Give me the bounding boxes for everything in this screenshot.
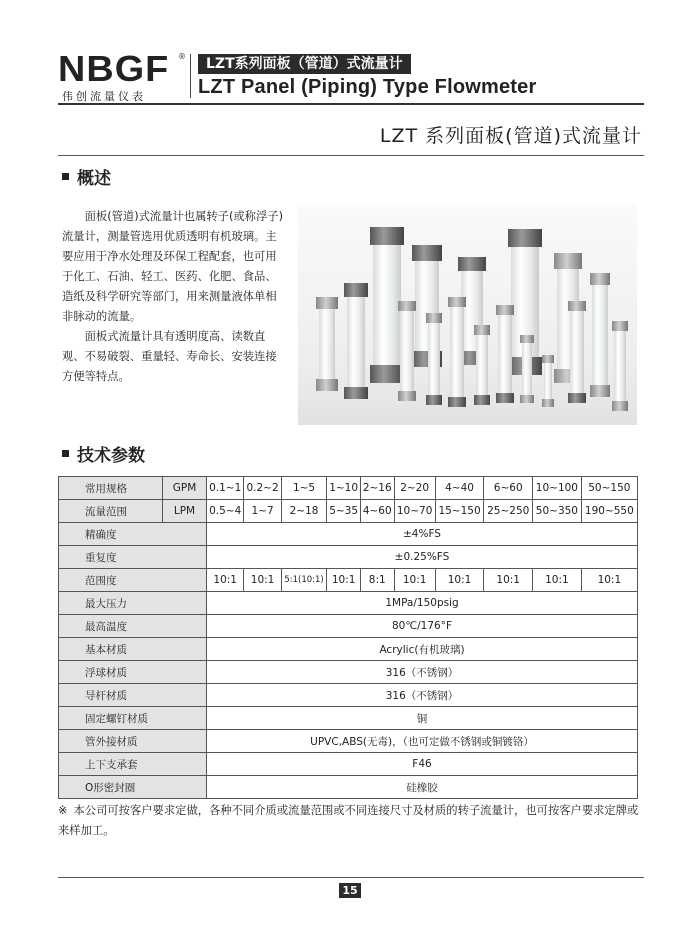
spec-value: 硅橡胶	[207, 776, 638, 799]
overview-heading: 概述	[62, 164, 111, 189]
range-cell: 10:1	[327, 569, 361, 592]
spec-value: Acrylic(有机玻璃)	[207, 638, 638, 661]
table-row	[59, 707, 638, 730]
flowmeter-tube	[398, 301, 416, 401]
flowmeters-image	[298, 205, 637, 425]
spec-label: 最高温度	[59, 615, 207, 638]
flowmeter-tube	[474, 325, 490, 405]
footer-rule	[58, 877, 644, 878]
specs-table	[58, 476, 638, 799]
spec-label: 浮球材质	[59, 661, 207, 684]
lpm-cell: 4~60	[360, 500, 394, 523]
spec-label: 基本材质	[59, 638, 207, 661]
specs-heading: 技术参数	[62, 441, 145, 466]
header-divider	[190, 54, 191, 98]
header-rule	[58, 103, 644, 105]
spec-label: 常用规格	[59, 477, 163, 500]
flowmeter-tube	[542, 355, 554, 407]
flowmeter-tube	[520, 335, 534, 403]
table-row	[59, 638, 638, 661]
header-title-en: LZT Panel (Piping) Type Flowmeter	[198, 76, 537, 98]
logo-text: NBGF	[58, 48, 170, 89]
lpm-cell: 2~18	[281, 500, 327, 523]
table-row	[59, 684, 638, 707]
table-row	[59, 477, 638, 500]
range-cell: 10:1	[533, 569, 582, 592]
lpm-cell: 1~7	[244, 500, 281, 523]
spec-value: 80℃/176°F	[207, 615, 638, 638]
spec-value: UPVC,ABS(无毒)，（也可定做不锈钢或铜镀铬）	[207, 730, 638, 753]
flowmeter-tube	[590, 273, 610, 397]
gpm-cell: 4~40	[435, 477, 484, 500]
overview-paragraph: 面板(管道)式流量计也属转子(或称浮子)流量计，测量管选用优质透明有机玻璃。主要应用于净水处理及环保工程配套，也可用于化工、石油、轻工、医药、化肥、食品、造纸及科学研究等部门，用来测量液体单相非脉动的流量。	[62, 210, 283, 323]
bullet-square-icon	[62, 173, 69, 180]
flowmeter-tube	[344, 283, 368, 399]
table-row	[59, 592, 638, 615]
spec-value: 铜	[207, 707, 638, 730]
gpm-cell: 0.1~1	[207, 477, 244, 500]
table-row	[59, 569, 638, 592]
spec-value: ±0.25%FS	[207, 546, 638, 569]
overview-paragraph: 面板式流量计具有透明度高、读数直观、不易破裂、重量轻、寿命长、安装连接方便等特点。	[62, 330, 277, 383]
table-row	[59, 546, 638, 569]
lpm-cell: 50~350	[533, 500, 582, 523]
table-row	[59, 615, 638, 638]
table-row	[59, 753, 638, 776]
range-cell: 10:1	[581, 569, 637, 592]
product-photo	[298, 205, 637, 425]
unit-label: LPM	[163, 500, 207, 523]
gpm-cell: 2~16	[360, 477, 394, 500]
spec-label: 上下支承套	[59, 753, 207, 776]
table-row	[59, 730, 638, 753]
table-row	[59, 661, 638, 684]
page-number: 15	[339, 883, 361, 898]
lpm-cell: 190~550	[581, 500, 637, 523]
table-row	[59, 776, 638, 799]
flowmeter-tube	[568, 301, 586, 403]
registered-mark: ®	[178, 52, 186, 61]
flowmeter-tube	[448, 297, 466, 407]
flowmeter-tube	[426, 313, 442, 405]
flowmeter-tube	[612, 321, 628, 411]
spec-value: 316（不锈钢）	[207, 684, 638, 707]
spec-label: O形密封圈	[59, 776, 207, 799]
gpm-cell: 10~100	[533, 477, 582, 500]
table-row	[59, 500, 638, 523]
spec-value: 316（不锈钢）	[207, 661, 638, 684]
gpm-cell: 50~150	[581, 477, 637, 500]
note-text: 本公司可按客户要求定做，各种不同介质或流量范围或不同连接尺寸及材质的转子流量计，也可按客户要求定牌或来样加工。	[58, 804, 639, 837]
logo-subtitle: 伟创流量仪表	[62, 90, 146, 103]
lpm-cell: 0.5~4	[207, 500, 244, 523]
spec-label: 范围度	[59, 569, 207, 592]
spec-value: ±4%FS	[207, 523, 638, 546]
lpm-cell: 15~150	[435, 500, 484, 523]
page-title: LZT 系列面板(管道)式流量计	[379, 125, 642, 147]
flowmeter-tube	[316, 297, 338, 391]
gpm-cell: 0.2~2	[244, 477, 281, 500]
spec-value: 1MPa/150psig	[207, 592, 638, 615]
range-cell: 8:1	[360, 569, 394, 592]
gpm-cell: 1~10	[327, 477, 361, 500]
range-cell: 10:1	[435, 569, 484, 592]
range-cell: 10:1	[207, 569, 244, 592]
range-cell: 10:1	[484, 569, 533, 592]
spec-label: 导杆材质	[59, 684, 207, 707]
range-cell: 10:1	[244, 569, 281, 592]
header-title-cn: LZT系列面板（管道）式流量计	[198, 54, 411, 74]
flowmeter-tube	[496, 305, 514, 403]
title-rule	[58, 155, 644, 156]
range-cell: 10:1	[394, 569, 435, 592]
lpm-cell: 10~70	[394, 500, 435, 523]
gpm-cell: 1~5	[281, 477, 327, 500]
overview-text	[62, 207, 287, 387]
note-mark: ※	[58, 804, 68, 817]
spec-label: 重复度	[59, 546, 207, 569]
lpm-cell: 5~35	[327, 500, 361, 523]
bullet-square-icon	[62, 450, 69, 457]
company-logo	[58, 48, 186, 103]
spec-label: 最大压力	[59, 592, 207, 615]
range-cell: 5:1(10:1)	[281, 569, 327, 592]
footnote	[58, 801, 648, 841]
spec-label: 管外接材质	[59, 730, 207, 753]
table-row	[59, 523, 638, 546]
spec-label: 精确度	[59, 523, 207, 546]
spec-label: 流量范围	[59, 500, 163, 523]
gpm-cell: 6~60	[484, 477, 533, 500]
unit-label: GPM	[163, 477, 207, 500]
gpm-cell: 2~20	[394, 477, 435, 500]
lpm-cell: 25~250	[484, 500, 533, 523]
spec-value: F46	[207, 753, 638, 776]
spec-label: 固定螺钉材质	[59, 707, 207, 730]
